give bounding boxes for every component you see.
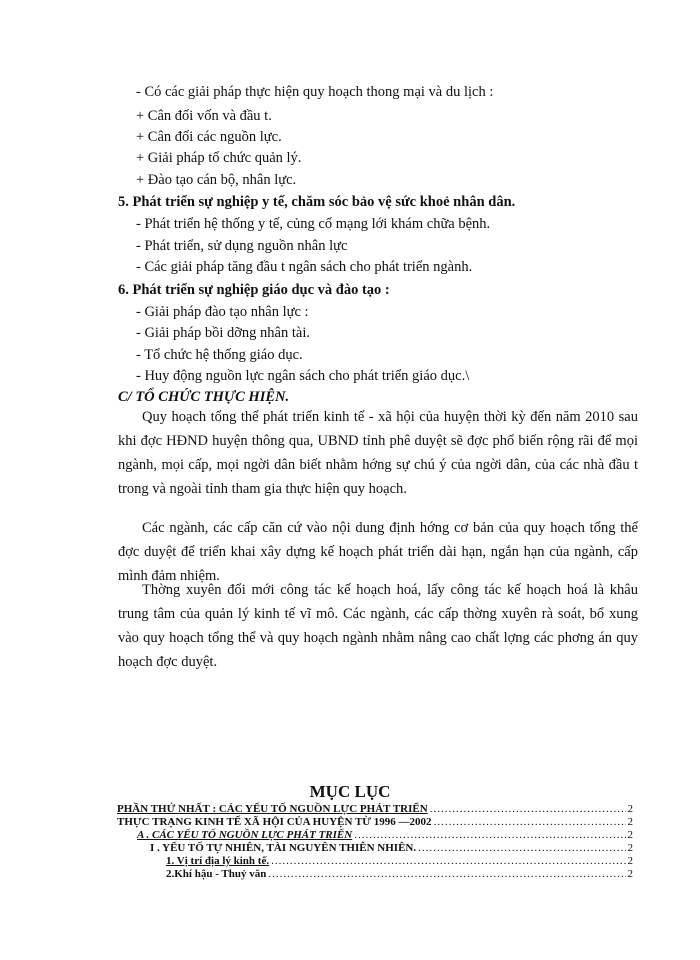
list-item: + Giải pháp tổ chức quản lý. bbox=[136, 150, 302, 166]
toc-entry[interactable] bbox=[117, 803, 633, 815]
toc-entry-label: 2.Khí hậu - Thuỷ văn bbox=[166, 868, 267, 880]
toc-entry[interactable] bbox=[166, 868, 633, 880]
toc-entry-page: 2 bbox=[627, 829, 633, 841]
list-item: + Đào tạo cán bộ, nhân lực. bbox=[136, 172, 297, 188]
toc-entry-page: 2 bbox=[627, 855, 633, 867]
section-heading-education: 6. Phát triển sự nghiệp giáo dục và đào tạo : bbox=[118, 282, 390, 298]
paragraph: Quy hoạch tổng thể phát triển kinh tế - xã hội của huyện thời kỳ đến năm 2010 sau khi đợc HĐND huyện thông qua, UBND tỉnh phê duyệt sẽ đợc phổ biến rộng rãi để mọi ngành, mọi cấp, mọi ngời dân biết nhằm hớng sự chú ý của ngời dân, của các nhà đầu t trong và ngoài tỉnh tham gia thực hiện quy hoạch. bbox=[118, 409, 638, 497]
toc-entry-page: 2 bbox=[627, 842, 633, 854]
toc-entry-label: PHẦN THỨ NHẤT : CÁC YẾU TỐ NGUỒN LỰC PHÁT TRIỂN bbox=[117, 803, 428, 815]
list-item: - Các giải pháp tăng đầu t ngân sách cho phát triển ngành. bbox=[136, 259, 473, 275]
toc-leader-dots bbox=[271, 855, 625, 867]
toc-leader-dots bbox=[434, 816, 626, 828]
toc-leader-dots bbox=[268, 868, 625, 880]
toc-entry[interactable] bbox=[166, 855, 633, 867]
toc-entry-label: A . CÁC YẾU TỐ NGUỒN LỰC PHÁT TRIỂN bbox=[137, 829, 353, 841]
toc-leader-dots bbox=[354, 829, 625, 841]
list-item: - Giải pháp bồi dỡng nhân tài. bbox=[136, 325, 310, 341]
list-item: - Tổ chức hệ thống giáo dục. bbox=[136, 347, 303, 363]
toc-leader-dots bbox=[430, 803, 626, 815]
list-item: - Huy động nguồn lực ngân sách cho phát triển giáo dục.\ bbox=[136, 368, 470, 384]
paragraph: Thờng xuyên đổi mới công tác kế hoạch hoá, lấy công tác kế hoạch hoá là khâu trung tâm của quản lý kinh tế vĩ mô. Các ngành, các cấp thờng xuyên rà soát, bổ xung vào quy hoạch tổng thể và quy hoạch ngành nhằm nâng cao chất lợng các phơng án quy hoạch đợc duyệt. bbox=[118, 582, 638, 670]
section-heading-health: 5. Phát triển sự nghiệp y tế, chăm sóc bảo vệ sức khoẻ nhân dân. bbox=[118, 194, 516, 210]
list-item: + Cân đối vốn và đầu t. bbox=[136, 108, 272, 124]
toc-title: MỤC LỤC bbox=[309, 782, 391, 801]
toc-entry-label: 1. Vị trí địa lý kinh tế. bbox=[166, 855, 270, 867]
toc-entry-page: 2 bbox=[627, 816, 633, 828]
list-item: + Cân đối các nguồn lực. bbox=[136, 129, 282, 145]
toc-entry[interactable] bbox=[117, 816, 633, 828]
toc-entry-label: I . YẾU TỐ TỰ NHIÊN, TÀI NGUYÊN THIÊN NHIÊN. bbox=[150, 842, 417, 854]
toc-entry-page: 2 bbox=[627, 803, 633, 815]
toc-entry-page: 2 bbox=[627, 868, 633, 880]
toc-entry[interactable] bbox=[150, 842, 633, 854]
paragraph: Các ngành, các cấp căn cứ vào nội dung định hớng cơ bản của quy hoạch tổng thể đợc duyệt để triển khai xây dựng kế hoạch phát triển dài hạn, ngắn hạn của ngành, cấp mình đảm nhiệm. bbox=[118, 520, 638, 584]
toc-entry[interactable] bbox=[137, 829, 633, 841]
trade-solutions-header: - Có các giải pháp thực hiện quy hoạch thong mại và du lịch : bbox=[136, 84, 494, 100]
section-title-implementation: C/ TỔ CHỨC THỰC HIỆN. bbox=[118, 389, 290, 405]
toc-entry-label: THỰC TRẠNG KINH TẾ XÃ HỘI CỦA HUYỆN TỪ 1996 —2002 bbox=[117, 816, 432, 828]
list-item: - Phát triển hệ thống y tế, củng cố mạng lới khám chữa bệnh. bbox=[136, 216, 491, 232]
list-item: - Giải pháp đào tạo nhân lực : bbox=[136, 304, 309, 320]
list-item: - Phát triển, sử dụng nguồn nhân lực bbox=[136, 238, 348, 254]
toc-leader-dots bbox=[418, 842, 625, 854]
